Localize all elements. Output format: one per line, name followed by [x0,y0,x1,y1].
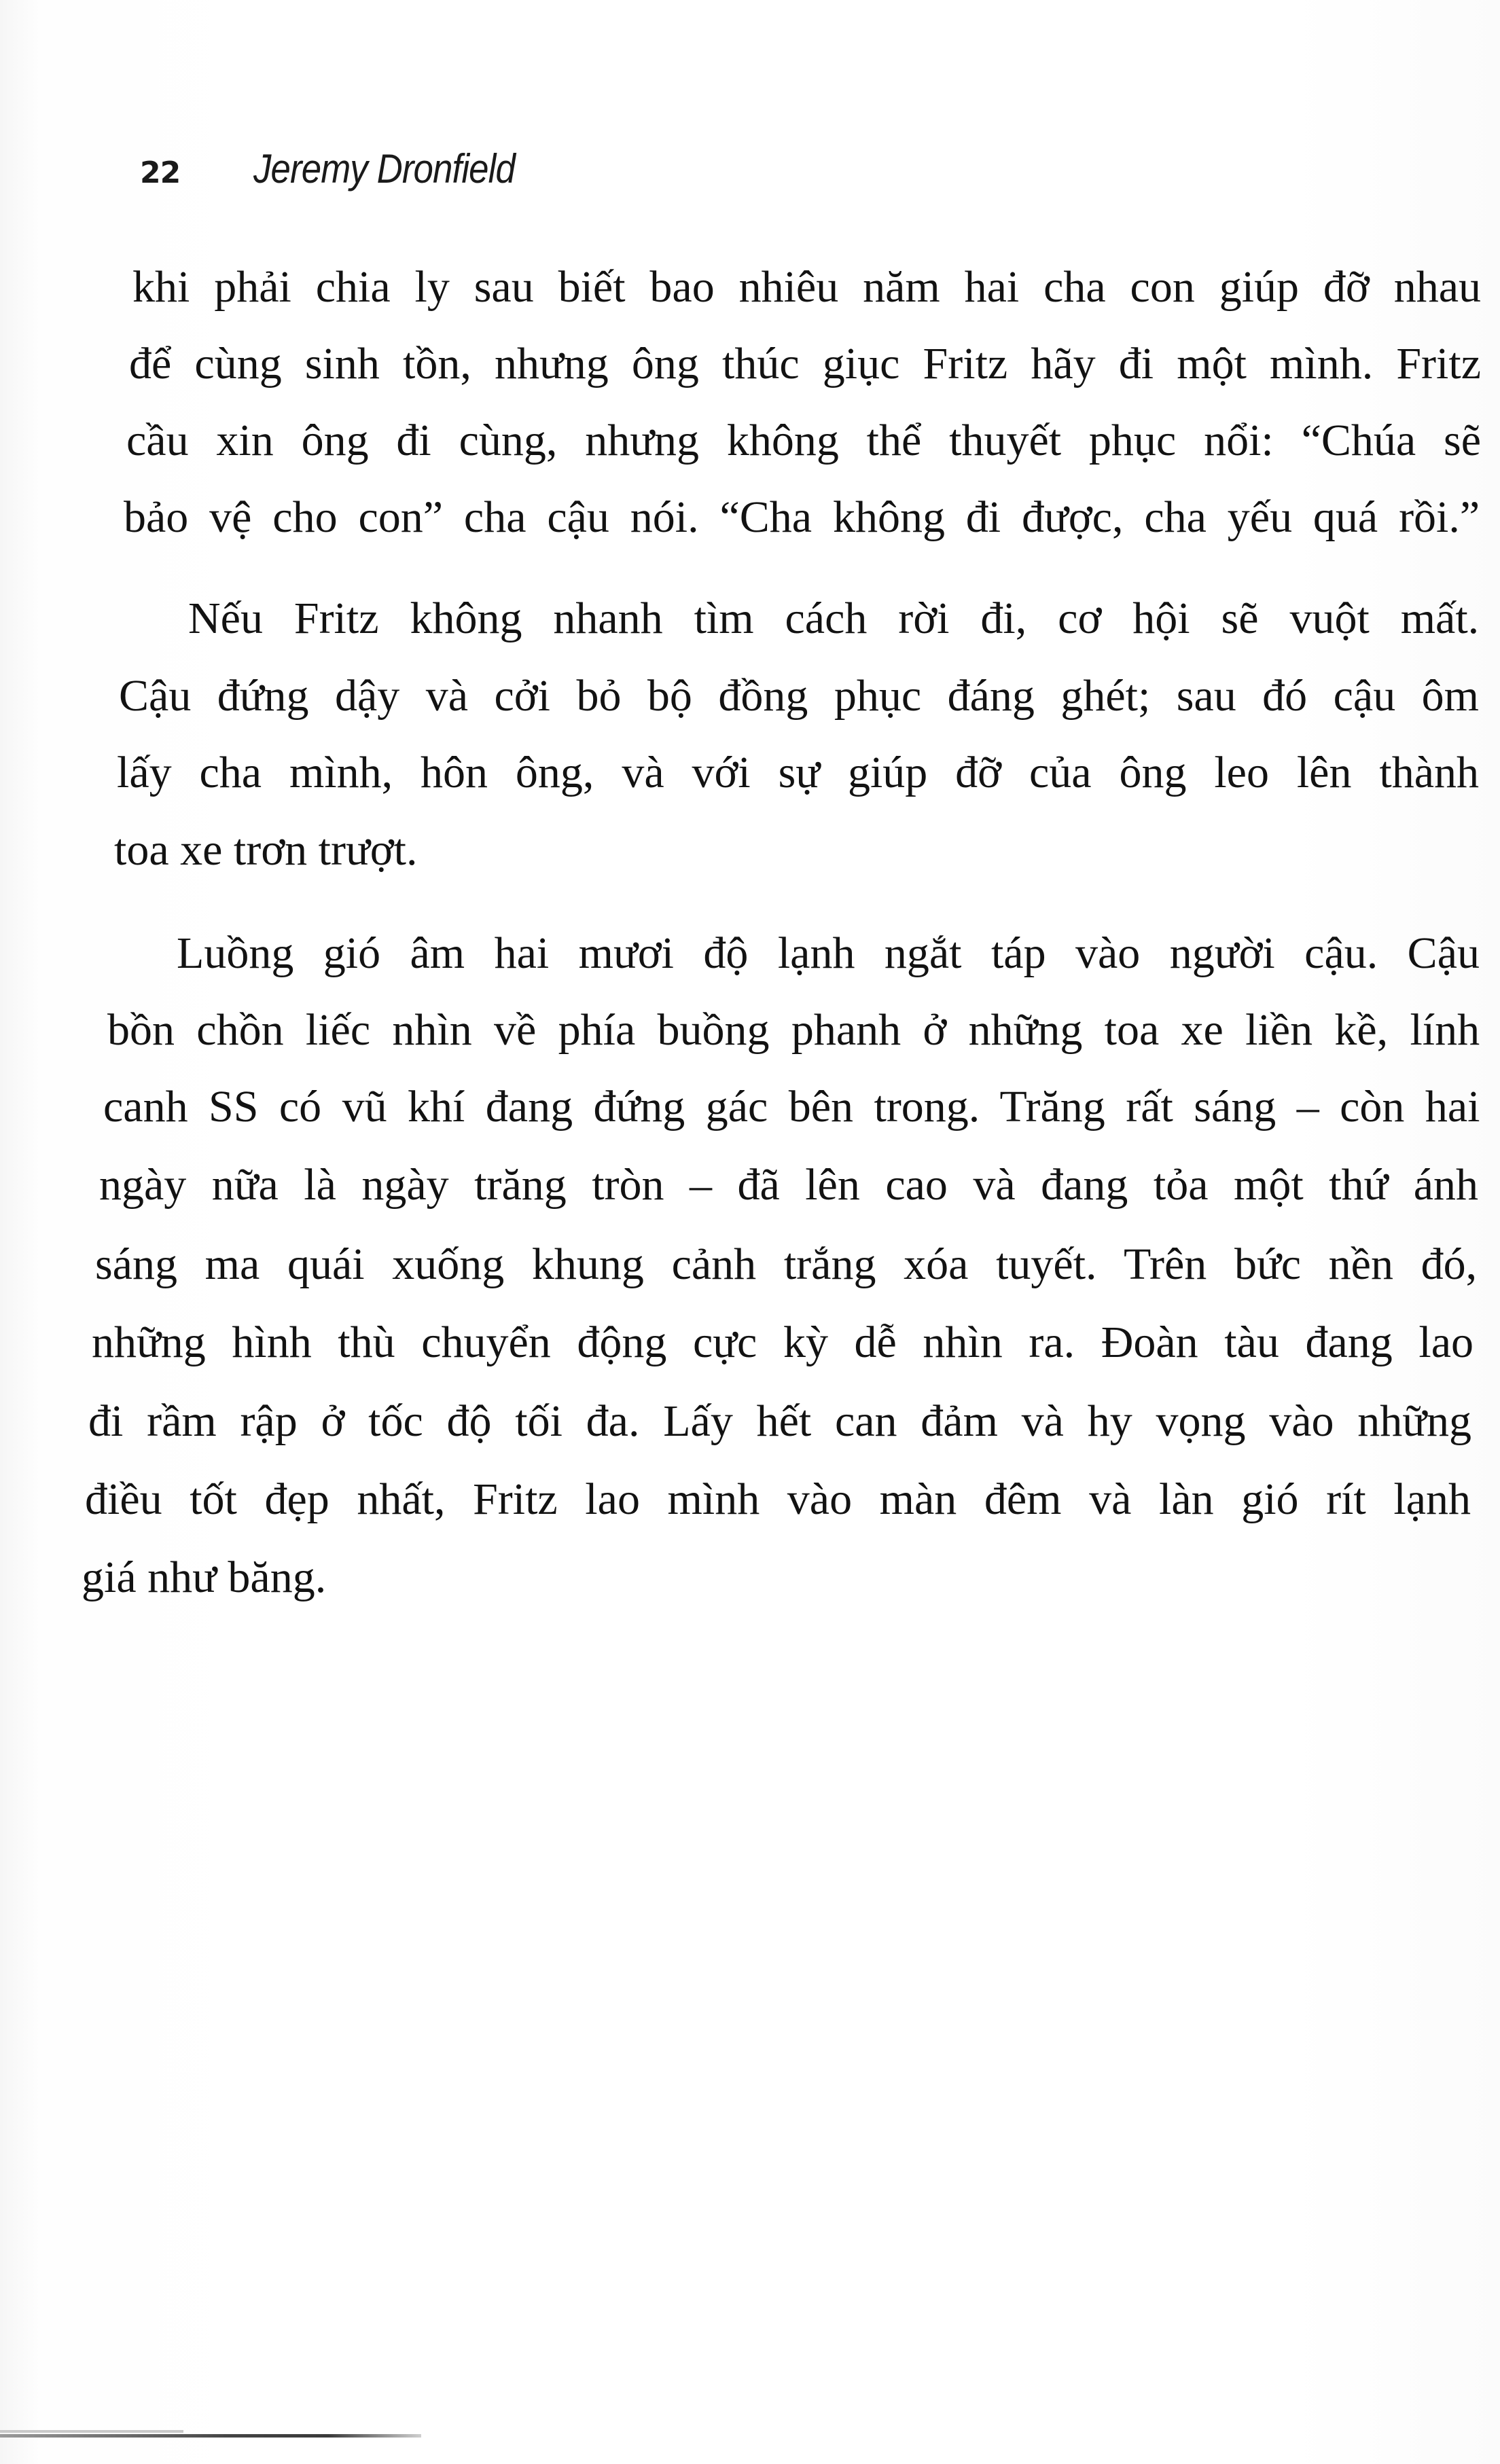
text-line: bảo vệ cho con” cha cậu nói. “Cha không đi được, cha yếu quá rồi.” [124,492,1480,542]
page-number: 22 [140,156,181,190]
page-edge-shadow [0,2430,183,2433]
text-line: để cùng sinh tồn, nhưng ông thúc giục Fritz hãy đi một mình. Fritz [129,339,1481,388]
text-line: Luồng gió âm hai mươi độ lạnh ngắt táp vào người cậu. Cậu [177,928,1480,978]
text-line: bồn chồn liếc nhìn về phía buồng phanh ở những toa xe liền kề, lính [107,1005,1480,1055]
text-line: Cậu đứng dậy và cởi bỏ bộ đồng phục đáng ghét; sau đó cậu ôm [119,671,1479,721]
text-line: toa xe trơn trượt. [114,825,418,875]
text-line: đi rầm rập ở tốc độ tối đa. Lấy hết can đảm và hy vọng vào những [88,1396,1472,1446]
text-line: khi phải chia ly sau biết bao nhiêu năm hai cha con giúp đỡ nhau [132,262,1481,312]
text-line: cầu xin ông đi cùng, nhưng không thể thuyết phục nổi: “Chúa sẽ [126,416,1481,465]
page-bottom-edge [0,2434,421,2438]
text-line: điều tốt đẹp nhất, Fritz lao mình vào màn đêm và làn gió rít lạnh [85,1474,1471,1524]
text-line: ngày nữa là ngày trăng tròn – đã lên cao và đang tỏa một thứ ánh [99,1160,1478,1210]
text-line: sáng ma quái xuống khung cảnh trắng xóa tuyết. Trên bức nền đó, [95,1239,1478,1289]
text-line: lấy cha mình, hôn ông, và với sự giúp đỡ của ông leo lên thành [117,748,1479,797]
text-line: Nếu Fritz không nhanh tìm cách rời đi, cơ hội sẽ vuột mất. [188,594,1480,643]
text-line: giá như băng. [82,1553,327,1602]
text-line: canh SS có vũ khí đang đứng gác bên trong. Trăng rất sáng – còn hai [103,1082,1480,1131]
running-header [140,145,551,193]
text-line: những hình thù chuyển động cực kỳ dễ nhìn ra. Đoàn tàu đang lao [92,1318,1474,1367]
author-name: Jeremy Dronfield [253,146,516,192]
